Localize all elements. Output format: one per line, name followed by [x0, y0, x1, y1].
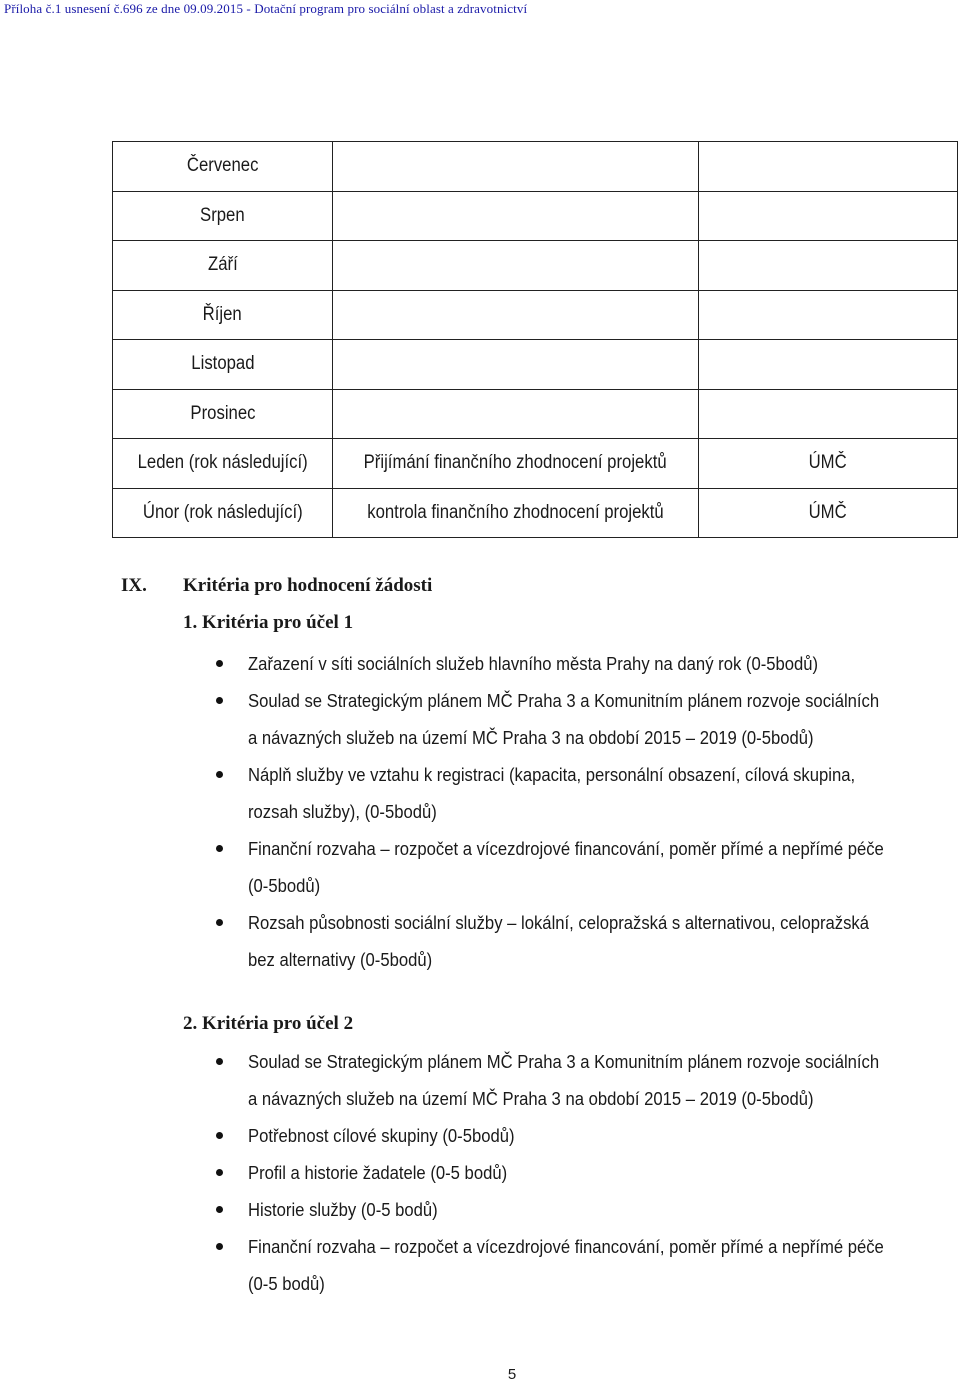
- bullet-icon: [216, 660, 223, 667]
- schedule-responsible-cell: [699, 340, 958, 390]
- schedule-row: [113, 389, 958, 439]
- criterion-text: Profil a historie žadatele (0-5 bodů): [248, 1162, 508, 1183]
- schedule-activity-cell: [333, 340, 699, 390]
- schedule-month-cell: [113, 191, 333, 241]
- criterion-text: Rozsah působnosti sociální služby – lokální, celopražská s alternativou, celopražská bez alternativy (0-5bodů): [248, 912, 870, 970]
- schedule-responsible-cell: [699, 439, 958, 489]
- schedule-activity-cell: [333, 439, 699, 489]
- schedule-responsible-cell: [699, 241, 958, 291]
- schedule-row: [113, 191, 958, 241]
- schedule-month-cell: [113, 439, 333, 489]
- schedule-activity-text: Přijímání finančního zhodnocení projektů: [363, 452, 667, 474]
- purpose-1-criteria-list: [210, 645, 890, 978]
- schedule-activity-cell: [333, 241, 699, 291]
- schedule-activity-cell: [333, 142, 699, 192]
- schedule-month-cell: [113, 389, 333, 439]
- schedule-table: [112, 141, 958, 538]
- criterion-item: [210, 1191, 890, 1228]
- criterion-text: Zařazení v síti sociálních služeb hlavního města Prahy na daný rok (0-5bodů): [248, 653, 819, 674]
- schedule-month-text: Červenec: [186, 155, 259, 177]
- purpose-2-criteria-list: [210, 1043, 890, 1302]
- criterion-text: Finanční rozvaha – rozpočet a vícezdrojové financování, poměr přímé a nepřímé péče (0-5bodů): [248, 838, 884, 896]
- criterion-item: [210, 645, 890, 682]
- criterion-text: Náplň služby ve vztahu k registraci (kapacita, personální obsazení, cílová skupina, rozsah služby), (0-5bodů): [248, 764, 856, 822]
- schedule-responsible-text: ÚMČ: [808, 452, 848, 474]
- schedule-responsible-text: ÚMČ: [808, 501, 848, 523]
- criterion-item: [210, 1228, 890, 1302]
- schedule-month-cell: [113, 241, 333, 291]
- schedule-activity-cell: [333, 389, 699, 439]
- schedule-month-cell: [113, 142, 333, 192]
- purpose-1-heading: 1. Kritéria pro účel 1: [183, 612, 354, 633]
- schedule-activity-text: kontrola finančního zhodnocení projektů: [367, 501, 664, 523]
- criterion-item: [210, 1117, 890, 1154]
- bullet-icon: [216, 1058, 223, 1065]
- schedule-month-text: Únor (rok následující): [142, 501, 303, 523]
- schedule-row: [113, 340, 958, 390]
- bullet-icon: [216, 845, 223, 852]
- criterion-item: [210, 830, 890, 904]
- schedule-activity-cell: [333, 191, 699, 241]
- schedule-activity-cell: [333, 488, 699, 538]
- schedule-month-text: Říjen: [202, 303, 243, 325]
- schedule-month-text: Prosinec: [189, 402, 256, 424]
- criterion-item: [210, 1154, 890, 1191]
- criterion-item: [210, 682, 890, 756]
- page-number: 5: [507, 1366, 517, 1383]
- schedule-month-text: Leden (rok následující): [137, 452, 308, 474]
- schedule-month-text: Srpen: [200, 204, 245, 226]
- bullet-icon: [216, 919, 223, 926]
- bullet-icon: [216, 1169, 223, 1176]
- bullet-icon: [216, 1243, 223, 1250]
- schedule-responsible-cell: [699, 142, 958, 192]
- criterion-item: [210, 756, 890, 830]
- criterion-text: Potřebnost cílové skupiny (0-5bodů): [248, 1125, 515, 1146]
- schedule-row: [113, 439, 958, 489]
- schedule-row: [113, 142, 958, 192]
- schedule-row: [113, 290, 958, 340]
- purpose-2-heading: 2. Kritéria pro účel 2: [183, 1013, 354, 1034]
- criterion-item: [210, 904, 890, 978]
- schedule-row: [113, 488, 958, 538]
- schedule-month-cell: [113, 290, 333, 340]
- document-header: Příloha č.1 usnesení č.696 ze dne 09.09.2015 - Dotační program pro sociální oblast a zdravotnictví: [4, 1, 528, 16]
- schedule-activity-cell: [333, 290, 699, 340]
- schedule-month-text: Září: [207, 254, 238, 276]
- criterion-text: Soulad se Strategickým plánem MČ Praha 3 a Komunitním plánem rozvoje sociálních a návazných služeb na území MČ Praha 3 na období 2015 – 2019 (0-5bodů): [248, 1051, 880, 1109]
- schedule-responsible-cell: [699, 290, 958, 340]
- criterion-text: Finanční rozvaha – rozpočet a vícezdrojové financování, poměr přímé a nepřímé péče (0-5 bodů): [248, 1236, 884, 1294]
- section-title: Kritéria pro hodnocení žádosti: [183, 575, 433, 596]
- bullet-icon: [216, 1132, 223, 1139]
- criterion-text: Soulad se Strategickým plánem MČ Praha 3 a Komunitním plánem rozvoje sociálních a návazných služeb na území MČ Praha 3 na období 2015 – 2019 (0-5bodů): [248, 690, 880, 748]
- bullet-icon: [216, 1206, 223, 1213]
- criterion-text: Historie služby (0-5 bodů): [248, 1199, 438, 1220]
- schedule-responsible-cell: [699, 191, 958, 241]
- schedule-responsible-cell: [699, 389, 958, 439]
- schedule-responsible-cell: [699, 488, 958, 538]
- bullet-icon: [216, 771, 223, 778]
- bullet-icon: [216, 697, 223, 704]
- schedule-month-cell: [113, 488, 333, 538]
- schedule-month-text: Listopad: [190, 353, 255, 375]
- schedule-row: [113, 241, 958, 291]
- criterion-item: [210, 1043, 890, 1117]
- schedule-month-cell: [113, 340, 333, 390]
- section-number: IX.: [121, 575, 147, 596]
